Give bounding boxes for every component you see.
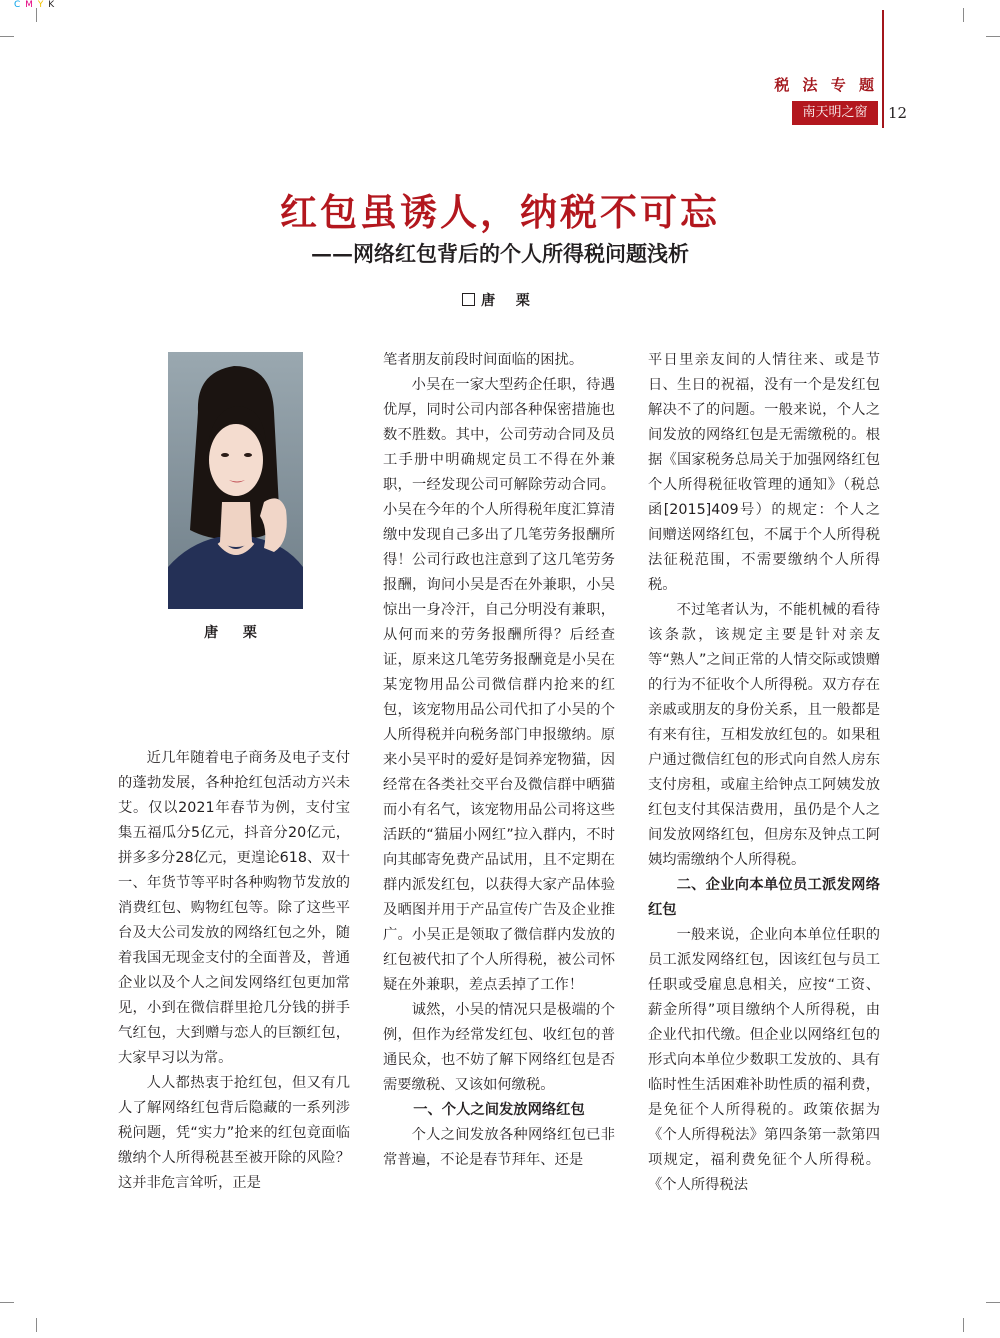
column-badge: 南天明之窗 [792,101,878,125]
author-photo [168,352,303,609]
paragraph: 一般来说，企业向本单位任职的员工派发网络红包，因该红包与员工任职或受雇息息相关，应按“工资、薪金所得”项目缴纳个人所得税，由企业代扣代缴。但企业以网络红包的形式向本单位少数职工发放的、具有临时性生活困难补助性质的福利费，是免征个人所得税的。政策依据为《个人所得税法》第四条第一款第四项规定，福利费免征个人所得税。《个人所得税法 [648,927,880,1193]
crop-mark [986,36,1000,37]
paragraph: 个人之间发放各种网络红包已非常普遍，不论是春节拜年、还是 [383,1127,615,1168]
body-column-3 [648,348,880,1198]
article-subtitle: ——网络红包背后的个人所得税问题浅析 [311,241,689,266]
section-heading-2: 二、企业向本单位员工派发网络红包 [648,877,880,918]
mark-y: Y [37,0,45,10]
print-color-marks [14,0,55,10]
crop-mark [0,36,14,37]
section-label: 税 法 专 题 [774,76,878,94]
crop-mark [963,8,964,22]
mark-c: C [14,0,22,10]
body-column-1 [118,746,350,1196]
paragraph: 人人都热衷于抢红包，但又有几人了解网络红包背后隐藏的一系列涉税问题，凭“实力”抢来的红包竟面临缴纳个人所得税甚至被开除的风险？这并非危言耸听，正是 [118,1075,350,1191]
crop-mark [36,1318,37,1332]
crop-mark [36,8,37,22]
mark-m: M [25,0,34,10]
header-divider [882,10,884,128]
mark-k: K [48,0,56,10]
crop-mark [963,1318,964,1332]
paragraph: 小吴在一家大型药企任职，待遇优厚，同时公司内部各种保密措施也数不胜数。其中，公司劳动合同及员工手册中明确规定员工不得在外兼职，一经发现公司可解除劳动合同。小吴在今年的个人所得税年度汇算清缴中发现自己多出了几笔劳务报酬所得！公司行政也注意到了这几笔劳务报酬，询问小吴是否在外兼职，小吴惊出一身冷汗，自己分明没有兼职，从何而来的劳务报酬所得？后经查证，原来这几笔劳务报酬竟是小吴在某宠物用品公司微信群内抢来的红包，该宠物用品公司代扣了小吴的个人所得税并向税务部门申报缴纳。原来小吴平时的爱好是饲养宠物猫，因经常在各类社交平台及微信群中晒猫而小有名气，该宠物用品公司将这些活跃的“猫届小网红”拉入群内，不时向其邮寄免费产品试用，且不定期在群内派发红包，以获得大家产品体验及晒图并用于产品宣传广告及企业推广。小吴正是领取了微信群内发放的红包被代扣了个人所得税，被公司怀疑在外兼职，差点丢掉了工作！ [383,377,615,993]
portrait-illustration [168,352,303,609]
paragraph: 平日里亲友间的人情往来、或是节日、生日的祝福，没有一个是发红包解决不了的问题。一般来说，个人之间发放的网络红包是无需缴税的。根据《国家税务总局关于加强网络红包个人所得税征收管理的通知》（税总函[2015]409号）的规定：个人之间赠送网络红包，不属于个人所得税法征税范围，不需要缴纳个人所得税。 [648,352,880,593]
byline-box-icon [462,293,475,306]
article-title: 红包虽诱人，纳税不可忘 [280,191,720,234]
page-number: 12 [888,104,908,122]
section-heading-1: 一、个人之间发放网络红包 [413,1102,585,1118]
crop-mark [986,1302,1000,1303]
paragraph: 诚然，小吴的情况只是极端的个例，但作为经常发红包、收红包的普通民众，也不妨了解下网络红包是否需要缴税、又该如何缴税。 [383,1002,615,1093]
crop-mark [0,1302,14,1303]
body-column-2 [383,348,615,1173]
paragraph: 近几年随着电子商务及电子支付的蓬勃发展，各种抢红包活动方兴未艾。仅以2021年春节为例，支付宝集五福瓜分5亿元，抖音分20亿元，拼多多分28亿元，更遑论618、双十一、年货节等平时各种购物节发放的消费红包、购物红包等。除了这些平台及大公司发放的网络红包之外，随着我国无现金支付的全面普及，普通企业以及个人之间发网络红包更加常见，小到在微信群里抢几分钱的拼手气红包，大到赠与恋人的巨额红包，大家早习以为常。 [118,750,350,1066]
paragraph: 笔者朋友前段时间面临的困扰。 [383,352,584,368]
author-name: 唐 栗 [481,293,538,309]
photo-caption: 唐 栗 [204,625,267,641]
paragraph: 不过笔者认为，不能机械的看待该条款，该规定主要是针对亲友等“熟人”之间正常的人情交际或馈赠的行为不征收个人所得税。双方存在亲戚或朋友的身份关系，且一般都是有来有往，互相发放红包的。如果租户通过微信红包的形式向自然人房东支付房租，或雇主给钟点工阿姨发放红包支付其保洁费用，虽仍是个人之间发放网络红包，但房东及钟点工阿姨均需缴纳个人所得税。 [648,602,880,868]
byline [0,290,1000,310]
